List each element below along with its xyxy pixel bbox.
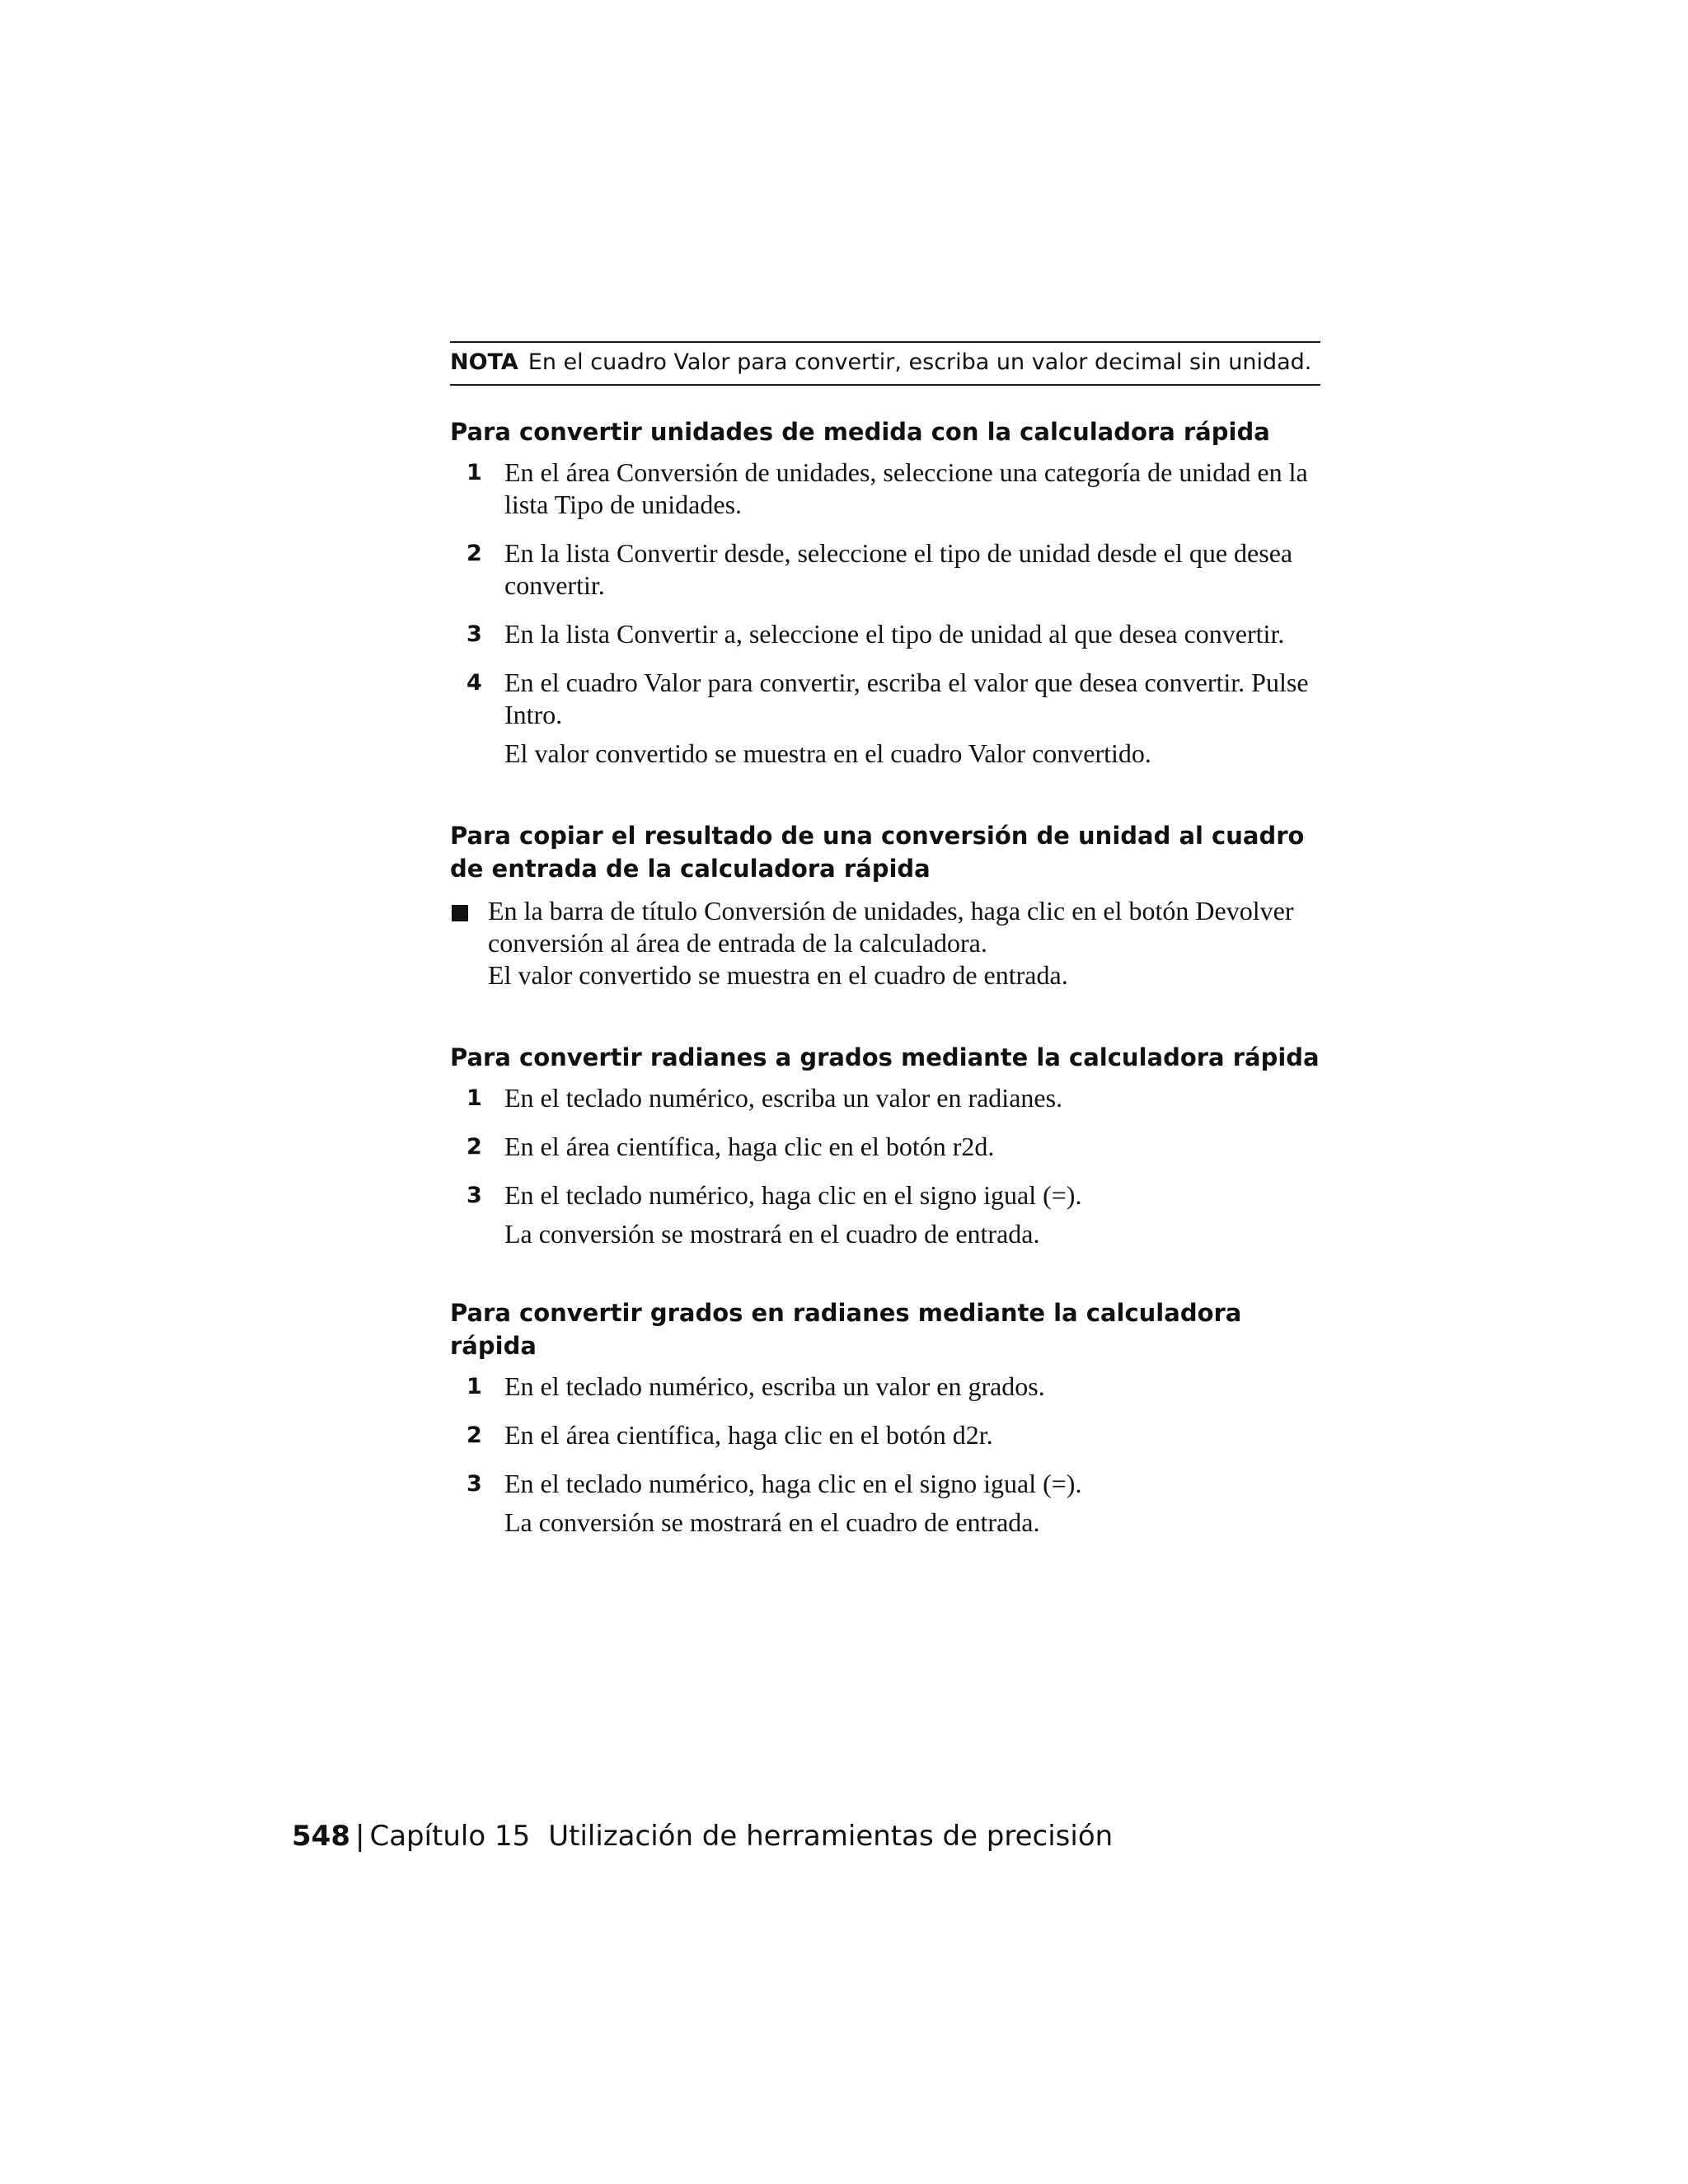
step-item [450,457,1320,521]
square-bullet-icon [452,905,468,921]
page-number: 548 [292,1820,350,1853]
footer-separator: | [354,1820,365,1853]
content-column [450,341,1320,1555]
step-text: En el área científica, haga clic en el botón r2d. [504,1132,995,1161]
step-text: En el teclado numérico, haga clic en el signo igual (=). [504,1180,1082,1210]
section-heading: Para convertir radianes a grados mediante la calculadora rápida [450,1043,1320,1071]
step-number: 1 [467,460,482,485]
step-item [450,618,1320,650]
step-number: 3 [467,1471,482,1497]
step-number: 1 [467,1085,482,1111]
chapter-label: Capítulo 15 [369,1820,531,1853]
step-list [450,1082,1320,1250]
step-text: En la lista Convertir desde, seleccione el tipo de unidad desde el que desea convertir. [504,538,1293,600]
step-result: La conversión se mostrará en el cuadro de entrada. [504,1219,1040,1249]
step-text: En el teclado numérico, haga clic en el signo igual (=). [504,1469,1082,1498]
step-number: 2 [467,1134,482,1160]
note-label: NOTA [450,349,518,375]
step-text: En el área Conversión de unidades, seleccione una categoría de unidad en la lista Tipo de unidades. [504,457,1308,519]
step-number: 2 [467,541,482,566]
bullet-item [450,895,1320,991]
page-footer [292,1818,1113,1854]
step-text: En el área científica, haga clic en el botón d2r. [504,1420,993,1450]
step-result: La conversión se mostrará en el cuadro de entrada. [504,1507,1040,1537]
step-number: 3 [467,621,482,647]
step-item [450,1419,1320,1451]
step-text: En el teclado numérico, escriba un valor en grados. [504,1371,1045,1401]
step-text: En el cuadro Valor para convertir, escriba el valor que desea convertir. Pulse Intro. [504,668,1309,729]
step-item [450,1131,1320,1163]
section-heading: Para convertir grados en radianes mediante la calculadora rápida [450,1299,1242,1360]
section-heading: Para convertir unidades de medida con la calculadora rápida [450,418,1270,446]
step-text: En el teclado numérico, escriba un valor en radianes. [504,1083,1063,1113]
step-list [450,457,1320,770]
note-box [450,341,1320,386]
step-item [450,1468,1320,1539]
step-item [450,1179,1320,1250]
step-number: 4 [467,670,482,696]
bullet-result: El valor convertido se muestra en el cuadro de entrada. [488,960,1068,990]
step-list [450,1371,1320,1539]
chapter-title: Utilización de herramientas de precisión [548,1820,1114,1853]
note-text: En el cuadro Valor para convertir, escriba un valor decimal sin unidad. [528,349,1312,375]
step-item [450,1371,1320,1403]
section-heading: Para copiar el resultado de una conversión de unidad al cuadro de entrada de la calculadora rápida [450,822,1305,883]
step-text: En la lista Convertir a, seleccione el tipo de unidad al que desea convertir. [504,619,1285,649]
step-item [450,537,1320,602]
step-number: 1 [467,1374,482,1399]
step-number: 3 [467,1183,482,1208]
step-result: El valor convertido se muestra en el cuadro Valor convertido. [504,738,1151,768]
step-item [450,1082,1320,1114]
step-item [450,667,1320,770]
step-number: 2 [467,1422,482,1448]
bullet-text: En la barra de título Conversión de unidades, haga clic en el botón Devolver conversión al área de entrada de la calculadora. [488,896,1294,958]
